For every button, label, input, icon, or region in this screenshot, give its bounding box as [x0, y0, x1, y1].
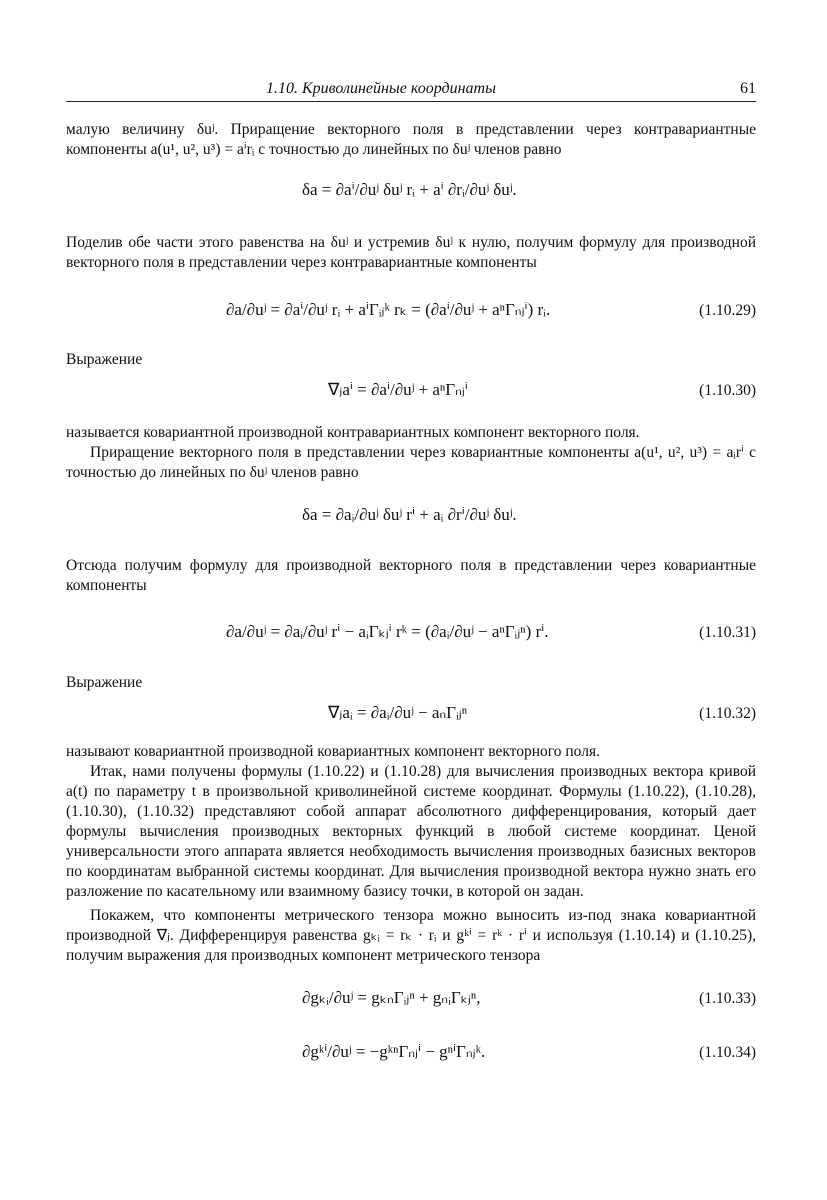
equation-formula: ∂gᵏⁱ/∂uʲ = −gᵏⁿΓₙⱼⁱ − gⁿⁱΓₙⱼᵏ.: [302, 1042, 486, 1061]
equation-1-10-30: [66, 372, 756, 416]
equation-formula: ∂a/∂uʲ = ∂aᵢ/∂uʲ rⁱ − aᵢΓₖⱼⁱ rᵏ = (∂aᵢ/∂uʲ − aⁿΓᵢⱼⁿ) rⁱ.: [226, 622, 549, 641]
equation-1-10-29: [66, 292, 756, 336]
paragraph-8: Покажем, что компоненты метрического тензора можно выносить из-под знака ковариантной производной ∇ⱼ. Дифференцируя равенства gₖᵢ = rₖ · rᵢ и gᵏⁱ = rᵏ · rⁱ и используя (1.10.14) и (1.10.25), получим выражения для производных компонент метрического тензора: [66, 907, 756, 964]
paragraph-4: Приращение векторного поля в представлении через ковариантные компоненты a(u¹, u², u³) = aᵢrⁱ с точностью до линейных по δuʲ членов равно: [66, 444, 756, 481]
page-number: 61: [740, 80, 756, 97]
section-title: 1.10. Криволинейные координаты: [266, 80, 496, 97]
header-rule: [66, 101, 756, 102]
equation-1-10-32: [66, 695, 756, 739]
paragraph-5: Отсюда получим формулу для производной векторного поля в представлении через ковариантные компоненты: [66, 557, 756, 594]
paragraph-7: Итак, нами получены формулы (1.10.22) и (1.10.28) для вычисления производных вектора кривой a(t) по параметру t в произвольной криволинейной системе координат. Формулы (1.10.22), (1.10.28), (1.10.30), (1.10.32) представляют собой аппарат абсолютного дифференцирования, который дает формулы вычисления производных векторных функций в любой системе координат. Ценой универсальности этого аппарата является необходимость вычисления производных базисных векторов по координатам выбранной системы координат. Для вычисления производной вектора нужно знать его разложение по касательному или взаимному базису точки, в которой он задан.: [66, 763, 756, 900]
equation-number: (1.10.34): [699, 1044, 756, 1061]
equation-formula: ∂a/∂uʲ = ∂aⁱ/∂uʲ rᵢ + aⁱΓᵢⱼᵏ rₖ = (∂aⁱ/∂uʲ + aⁿΓₙⱼⁱ) rᵢ.: [226, 300, 551, 319]
label-expression-2: Выражение: [66, 674, 143, 691]
equation-1-10-34: [66, 1036, 756, 1076]
paragraph-6: называют ковариантной производной ковариантных компонент векторного поля.: [66, 743, 600, 760]
equation-number: (1.10.31): [699, 624, 756, 641]
equation-formula: ∇ⱼaⁱ = ∂aⁱ/∂uʲ + aⁿΓₙⱼⁱ: [328, 380, 468, 399]
equation-delta-a-contravariant: [66, 180, 756, 224]
label-expression-1: Выражение: [66, 351, 143, 368]
paragraph-3: называется ковариантной производной контравариантных компонент векторного поля.: [66, 424, 640, 441]
equation-number: (1.10.32): [699, 705, 756, 722]
equation-delta-a-covariant: [66, 505, 756, 549]
equation-formula: ∂gₖᵢ/∂uʲ = gₖₙΓᵢⱼⁿ + gₙᵢΓₖⱼⁿ,: [302, 988, 481, 1007]
paragraph-1: малую величину δuʲ. Приращение векторного поля в представлении через контравариантные компоненты a(u¹, u², u³) = aⁱrᵢ с точностью до линейных по δuʲ членов равно: [66, 121, 756, 158]
equation-formula: δa = ∂aᵢ/∂uʲ δuʲ rⁱ + aᵢ ∂rⁱ/∂uʲ δuʲ.: [302, 505, 517, 524]
running-header: [66, 80, 756, 102]
equation-number: (1.10.33): [699, 990, 756, 1007]
equation-number: (1.10.29): [699, 302, 756, 319]
paragraph-2: Поделив обе части этого равенства на δuʲ и устремив δuʲ к нулю, получим формулу для производной векторного поля в представлении через контравариантные компоненты: [66, 234, 756, 271]
equation-1-10-31: [66, 614, 756, 658]
equation-number: (1.10.30): [699, 382, 756, 399]
equation-1-10-33: [66, 982, 756, 1022]
equation-formula: ∇ⱼaᵢ = ∂aᵢ/∂uʲ − aₙΓᵢⱼⁿ: [328, 703, 468, 722]
equation-formula: δa = ∂aⁱ/∂uʲ δuʲ rᵢ + aⁱ ∂rᵢ/∂uʲ δuʲ.: [302, 180, 517, 199]
